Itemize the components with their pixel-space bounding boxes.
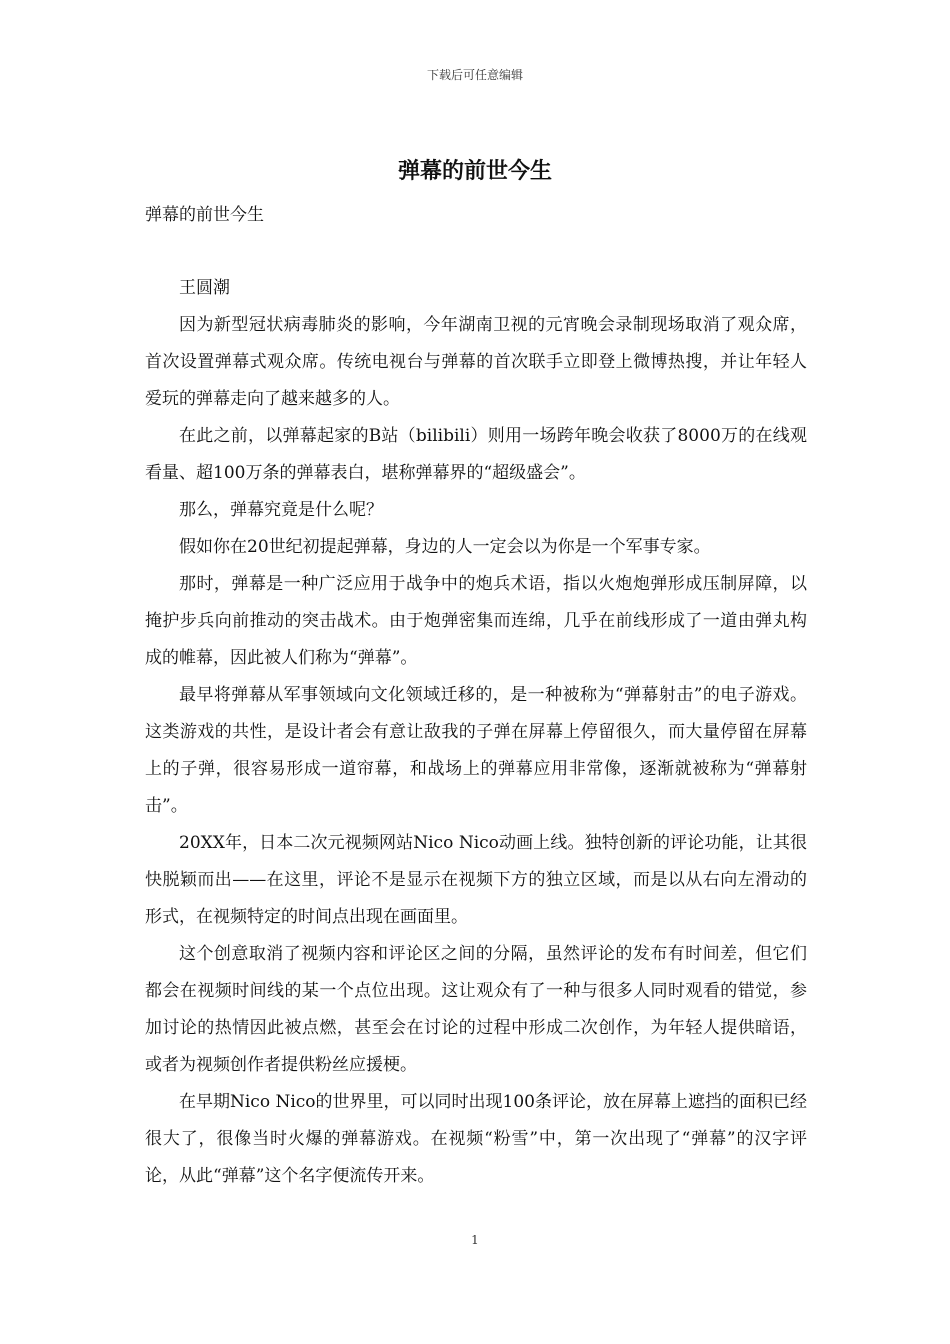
paragraph: 因为新型冠状病毒肺炎的影响，今年湖南卫视的元宵晚会录制现场取消了观众席，首次设置弹幕式观众席。传统电视台与弹幕的首次联手立即登上微博热搜，并让年轻人爱玩的弹幕走向了越来越多的人。 bbox=[145, 315, 807, 409]
paragraph: 在早期Nico Nico的世界里，可以同时出现100条评论，放在屏幕上遮挡的面积已经很大了，很像当时火爆的弹幕游戏。在视频“粉雪”中，第一次出现了“弹幕”的汉字评论，从此“弹幕”这个名字便流传开来。 bbox=[145, 1092, 807, 1186]
paragraph: 这个创意取消了视频内容和评论区之间的分隔，虽然评论的发布有时间差，但它们都会在视频时间线的某一个点位出现。这让观众有了一种与很多人同时观看的错觉，参加讨论的热情因此被点燃，甚至会在讨论的过程中形成二次创作，为年轻人提供暗语，或者为视频创作者提供粉丝应援梗。 bbox=[145, 944, 807, 1075]
document-title: 弹幕的前世今生 bbox=[397, 158, 552, 184]
paragraph: 在此之前，以弹幕起家的B站（bilibili）则用一场跨年晚会收获了8000万的在线观看量、超100万条的弹幕表白，堪称弹幕界的“超级盛会”。 bbox=[145, 426, 807, 483]
paragraph: 20XX年，日本二次元视频网站Nico Nico动画上线。独特创新的评论功能，让其很快脱颖而出——在这里，评论不是显示在视频下方的独立区域，而是以从右向左滑动的形式，在视频特定的时间点出现在画面里。 bbox=[145, 833, 807, 927]
article-body bbox=[145, 270, 807, 1195]
paragraph: 假如你在20世纪初提起弹幕，身边的人一定会以为你是一个军事专家。 bbox=[179, 537, 711, 557]
page-number: 1 bbox=[471, 1233, 479, 1247]
author-name: 王圆潮 bbox=[179, 278, 230, 298]
page-header-note: 下载后可任意编辑 bbox=[426, 68, 523, 82]
document-subtitle: 弹幕的前世今生 bbox=[145, 205, 264, 225]
paragraph: 那时，弹幕是一种广泛应用于战争中的炮兵术语，指以火炮炮弹形成压制屏障，以掩护步兵向前推动的突击战术。由于炮弹密集而连绵，几乎在前线形成了一道由弹丸构成的帷幕，因此被人们称为“弹幕”。 bbox=[145, 574, 807, 668]
paragraph: 最早将弹幕从军事领域向文化领域迁移的，是一种被称为“弹幕射击”的电子游戏。这类游戏的共性，是设计者会有意让敌我的子弹在屏幕上停留很久，而大量停留在屏幕上的子弹，很容易形成一道帘幕，和战场上的弹幕应用非常像，逐渐就被称为“弹幕射击”。 bbox=[145, 685, 807, 816]
paragraph: 那么，弹幕究竟是什么呢？ bbox=[179, 500, 383, 520]
